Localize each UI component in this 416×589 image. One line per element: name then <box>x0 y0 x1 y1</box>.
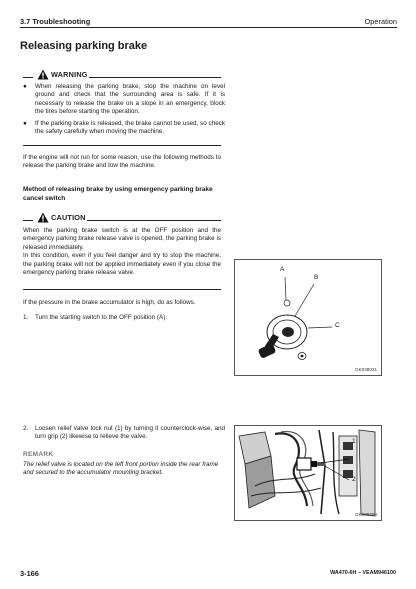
bullet-icon: ● <box>23 83 27 90</box>
signal-line <box>87 220 221 221</box>
intro-text: If the engine will not run for some reason, use the following methods to release the parking brake and tow the machine. <box>23 154 221 170</box>
callout-c: C <box>335 322 340 329</box>
starting-switch-figure <box>234 259 382 376</box>
warning-item: ● When releasing the parking brake, stop the machine on level ground and check that the surrounding area is safe. If it is necessary to release the brake on a slope in an emergency, block the tires before starting the operation. <box>23 83 225 116</box>
remark-heading: REMARK <box>23 451 54 458</box>
callout-2: 2 <box>352 476 356 483</box>
signal-line <box>23 77 33 78</box>
callout-1: 1 <box>352 438 356 445</box>
method-title: Method of releasing brake by using emergency parking brake cancel switch <box>23 186 213 202</box>
chapter-name: Operation <box>364 17 397 26</box>
warning-item: ● If the parking brake is released, the brake cannot be used, so check the safety carefully when moving the machine. <box>23 120 225 136</box>
bullet-icon: ● <box>23 120 27 127</box>
relief-valve-figure <box>234 425 382 521</box>
relief-valve-illustration <box>235 426 381 520</box>
header-rule <box>20 27 397 28</box>
section-title: 3.7 Troubleshooting <box>20 17 91 26</box>
figure-code: GK038021 <box>355 367 377 372</box>
page-title: Releasing parking brake <box>20 40 148 52</box>
key-switch-illustration <box>235 260 381 375</box>
warning-signal <box>23 69 221 81</box>
caution-triangle-icon <box>37 212 49 223</box>
signal-line <box>23 220 33 221</box>
page-header <box>20 17 397 31</box>
figure-code: GK038698 <box>355 512 377 517</box>
caution-text: When the parking brake switch is at the OFF position and the emergency parking brake release valve is opened, the parking brake is released immediately. In this condition, even if you feel danger and try to stop the machine, the parking brake will not be applied immediately even if you close the emergency parking brake release valve. <box>23 227 221 277</box>
caution-signal <box>23 212 221 224</box>
callout-a: A <box>280 266 285 273</box>
caution-label: CAUTION <box>51 213 86 222</box>
page-number: 3-166 <box>20 569 39 578</box>
warning-triangle-icon <box>37 69 49 80</box>
signal-line <box>89 77 221 78</box>
warning-end-rule <box>23 145 221 146</box>
warning-label: WARNING <box>51 70 88 79</box>
document-code: WA470-6H – VEAM946100 <box>330 570 396 576</box>
remark-text: The relief valve is located on the left front portion inside the rear frame and secured to the accumulator mounting bracket. <box>23 461 219 477</box>
pressure-note: If the pressure in the brake accumulator is high, do as follows. <box>23 299 196 306</box>
callout-b: B <box>314 274 319 281</box>
caution-end-rule <box>23 289 221 290</box>
